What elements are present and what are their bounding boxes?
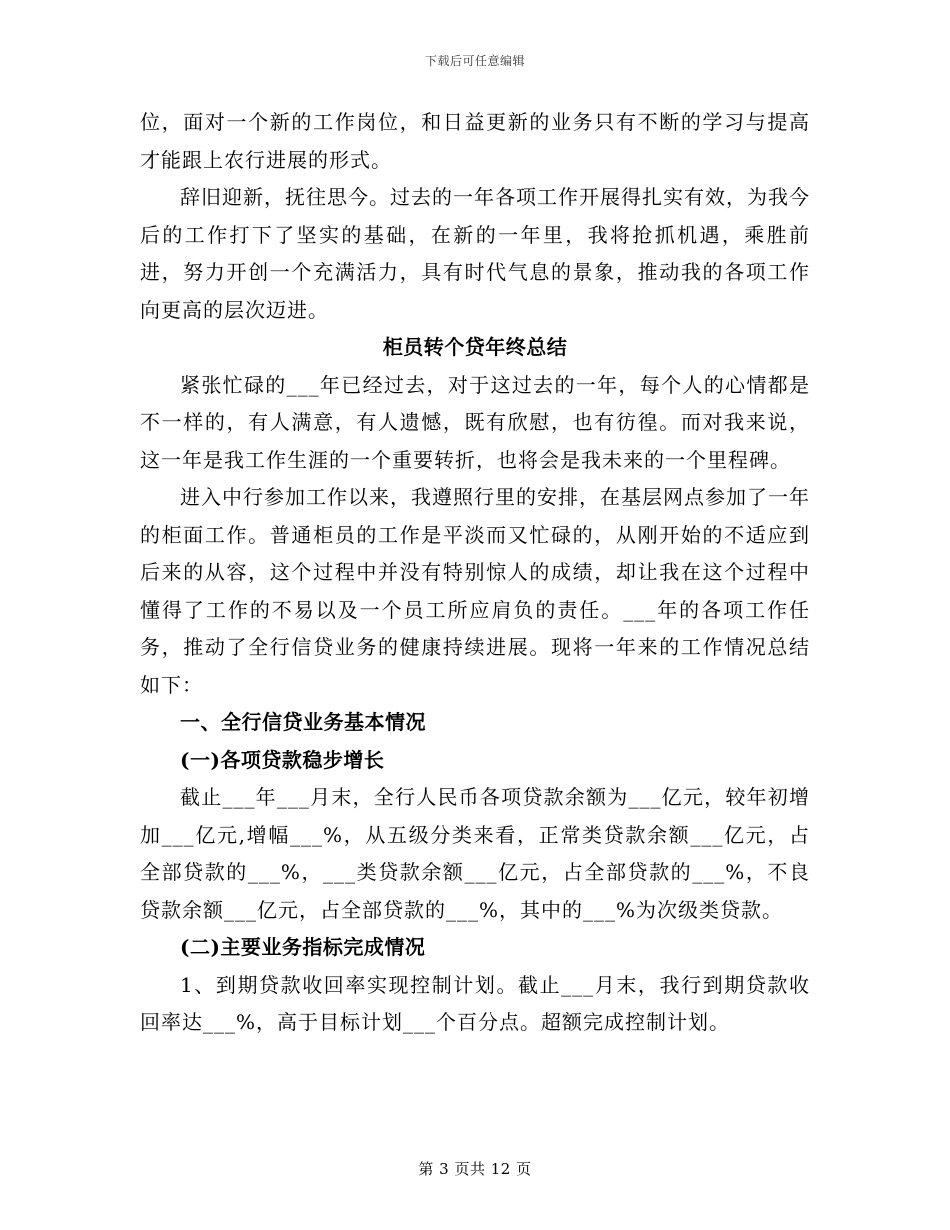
document-body	[140, 104, 810, 1042]
paragraph-background: 进入中行参加工作以来，我遵照行里的安排，在基层网点参加了一年的柜面工作。普通柜员的工作是平淡而又忙碌的，从刚开始的不适应到后来的从容，这个过程中并没有特别惊人的成绩，却让我在这个过程中懂得了工作的不易以及一个员工所应肩负的责任。___年的各项工作任务，推动了全行信贷业务的健康持续进展。现将一年来的工作情况总结如下：	[140, 485, 810, 697]
paragraph-loans: 截止___年___月末，全行人民币各项贷款余额为___亿元，较年初增加___亿元,增幅___%，从五级分类来看，正常类贷款余额___亿元，占全部贷款的___%，___类贷款余额___亿元，占全部贷款的___%，不良贷款余额___亿元，占全部贷款的___%，其中的___%为次级类贷款。	[140, 785, 810, 922]
document-title: 柜员转个贷年终总结	[382, 335, 568, 359]
paragraph-closing: 辞旧迎新，抚往思今。过去的一年各项工作开展得扎实有效，为我今后的工作打下了坚实的基础，在新的一年里，我将抢抓机遇，乘胜前进，努力开创一个充满活力，具有时代气息的景象，推动我的各项工作向更高的层次迈进。	[140, 185, 810, 322]
subsection-heading-1: (一)各项贷款稳步增长	[180, 747, 385, 772]
page-number: 第 3 页共 12 页	[418, 1160, 532, 1178]
subsection-heading-2: (二)主要业务指标完成情况	[180, 935, 426, 959]
paragraph-continuation: 位，面对一个新的工作岗位，和日益更新的业务只有不断的学习与提高才能跟上农行进展的形式。	[140, 110, 810, 172]
section-heading-1: 一、全行信贷业务基本情况	[180, 710, 426, 734]
paragraph-intro: 紧张忙碌的___年已经过去，对于这过去的一年，每个人的心情都是不一样的，有人满意，有人遗憾，既有欣慰，也有彷徨。而对我来说，这一年是我工作生涯的一个重要转折，也将会是我未来的一个里程碑。	[140, 372, 810, 472]
page-header: 下载后可任意编辑	[424, 54, 525, 68]
paragraph-indicators: 1、到期贷款收回率实现控制计划。截止___月末，我行到期贷款收回率达___%，高于目标计划___个百分点。超额完成控制计划。	[140, 972, 810, 1034]
